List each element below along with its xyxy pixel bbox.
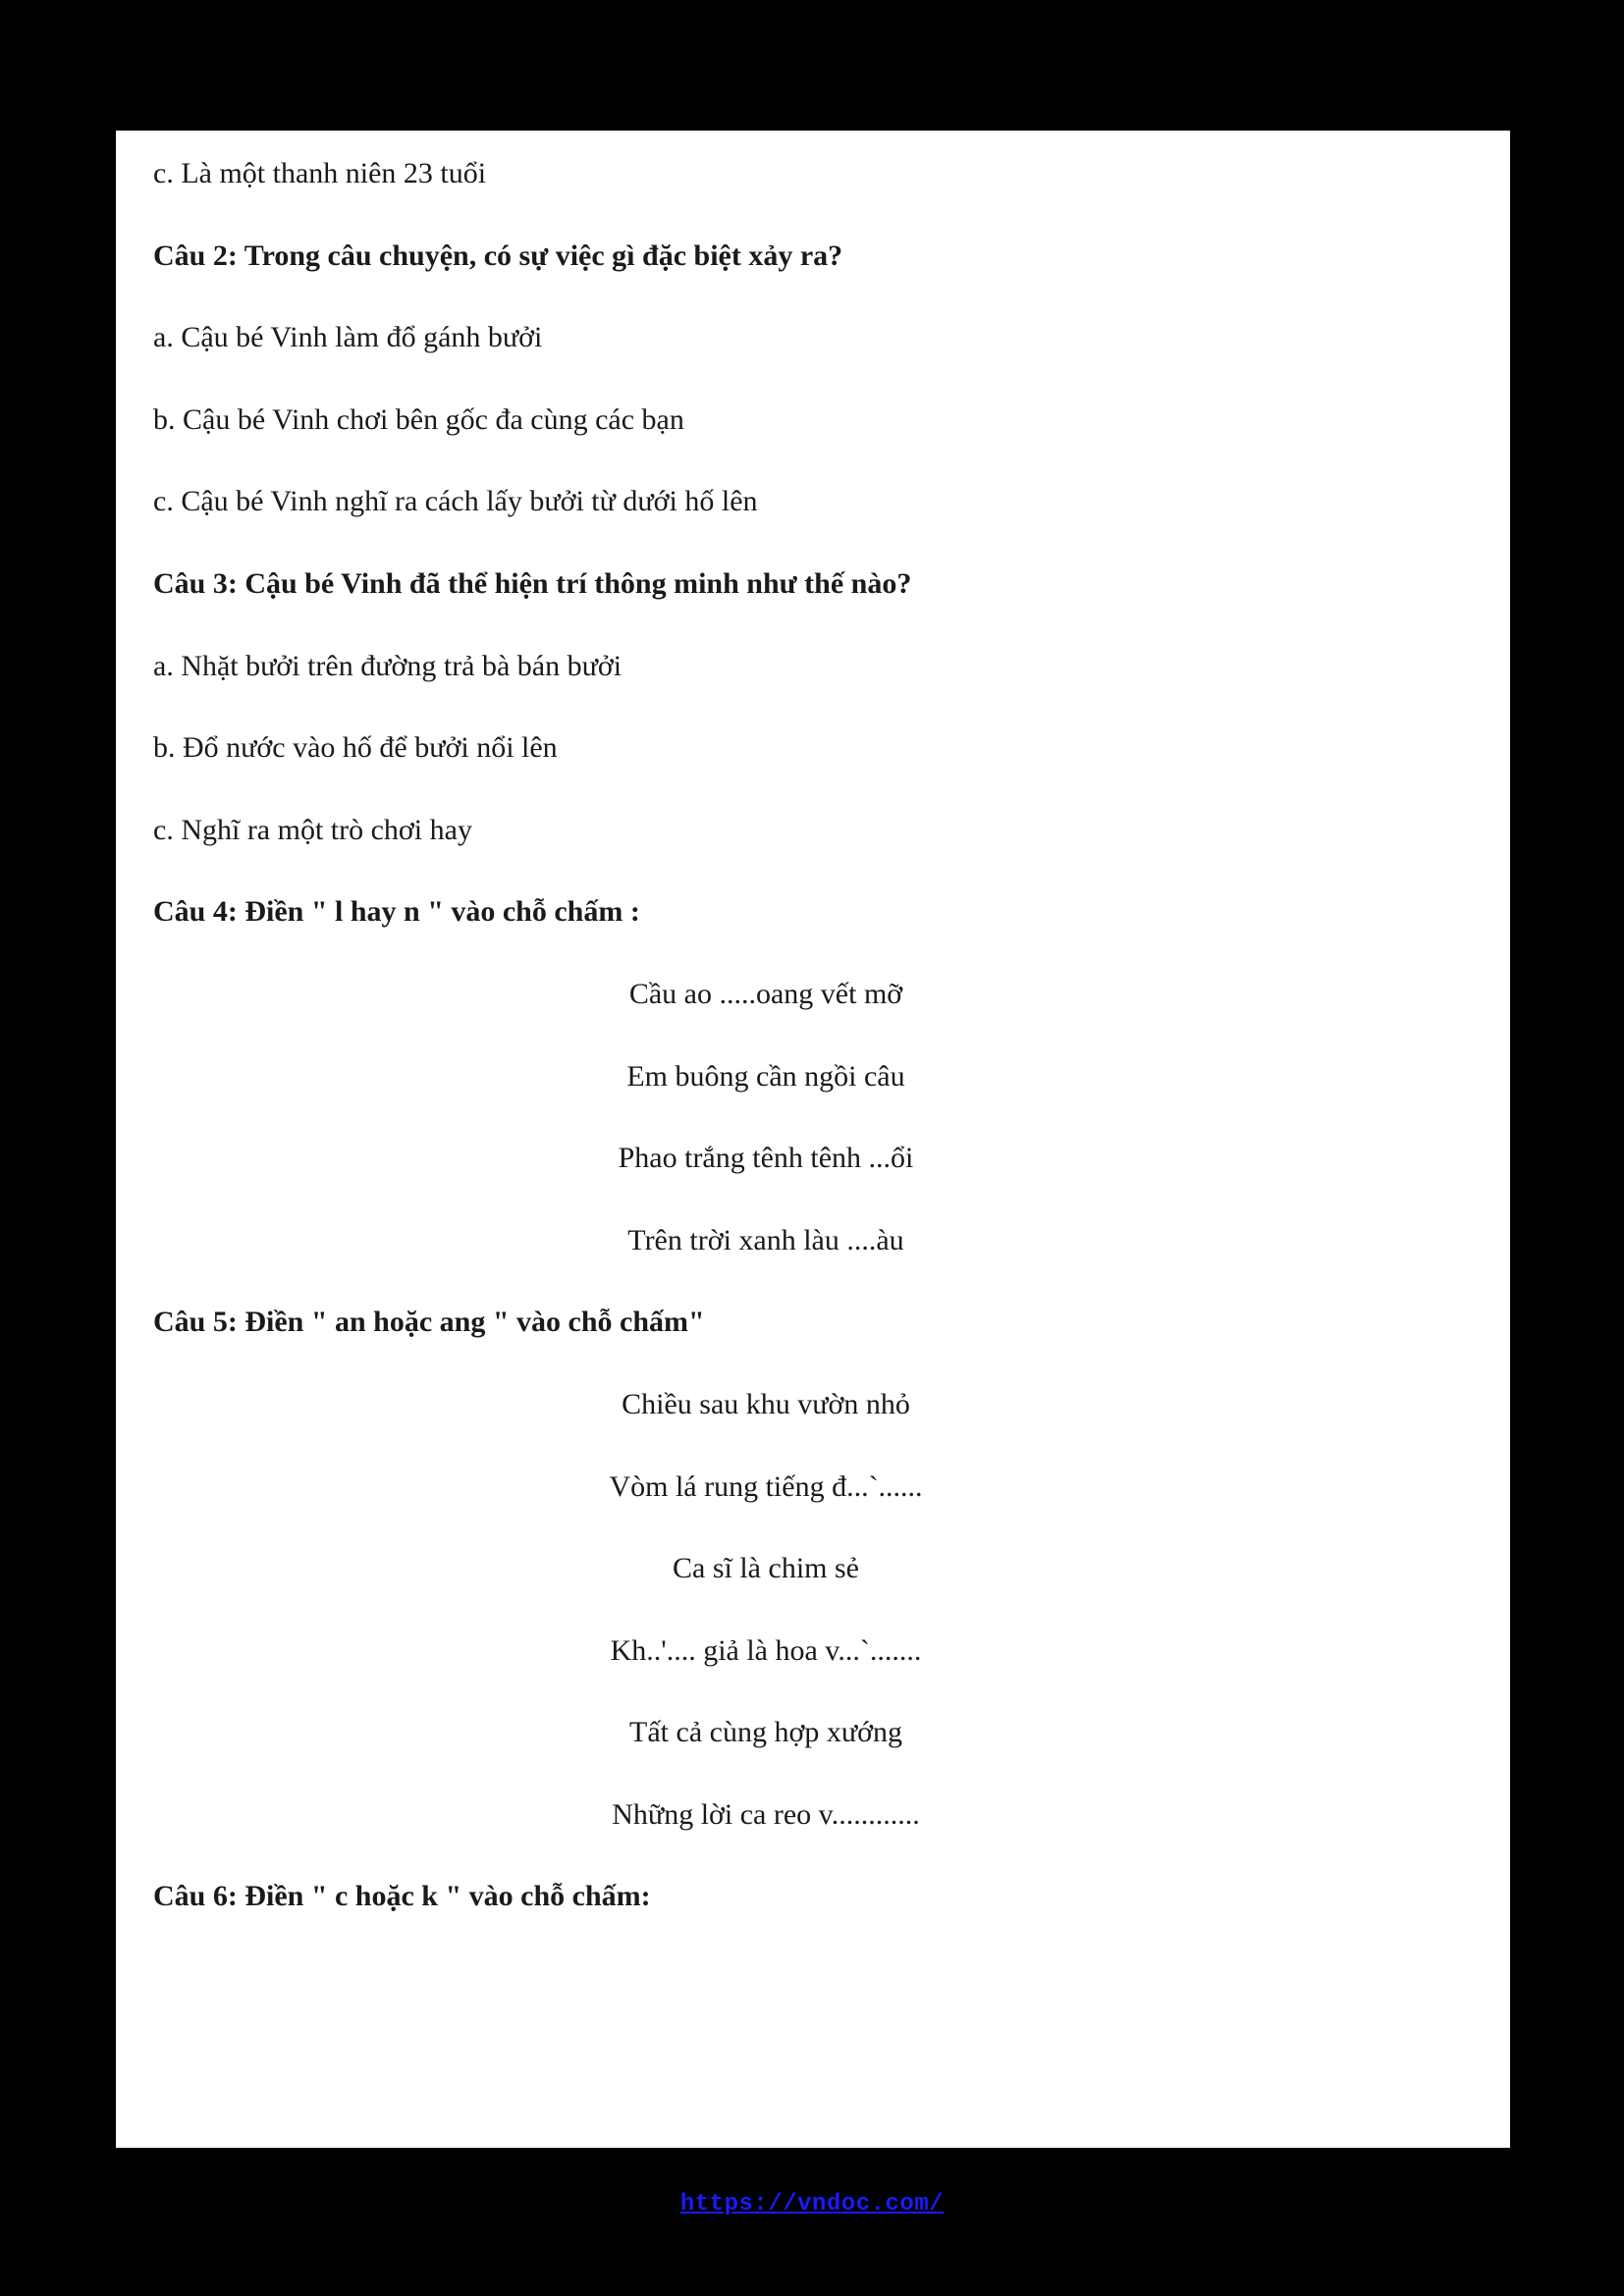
poem-line: Trên trời xanh làu ....àu (627, 1223, 904, 1256)
answer-line: c. Nghĩ ra một trò chơi hay (153, 813, 472, 846)
document-page (116, 131, 1510, 2148)
question-heading: Câu 3: Cậu bé Vinh đã thể hiện trí thông minh như thế nào? (153, 566, 912, 600)
answer-line: b. Cậu bé Vinh chơi bên gốc đa cùng các bạn (153, 402, 684, 436)
poem-line: Kh..'.... giả là hoa v...`....... (610, 1633, 922, 1667)
answer-line: a. Nhặt bưởi trên đường trả bà bán bưởi (153, 649, 623, 682)
poem-line: Những lời ca reo v............ (612, 1797, 920, 1831)
poem-line: Cầu ao .....oang vết mỡ (628, 977, 903, 1010)
source-link[interactable]: https://vndoc.com/ (679, 2191, 945, 2217)
answer-line: c. Cậu bé Vinh nghĩ ra cách lấy bưởi từ dưới hố lên (153, 485, 758, 518)
poem-line: Em buông cần ngồi câu (626, 1059, 905, 1093)
poem-line: Ca sĩ là chim sẻ (673, 1552, 859, 1585)
question-heading: Câu 4: Điền " l hay n " vào chỗ chấm : (153, 895, 640, 929)
answer-line: b. Đổ nước vào hố để bưởi nổi lên (153, 731, 558, 765)
poem-line: Vòm lá rung tiếng đ...`...... (609, 1469, 923, 1503)
poem-line: Tất cả cùng hợp xướng (629, 1716, 902, 1749)
document-content (116, 131, 1510, 1916)
footer (0, 2191, 1624, 2217)
question-heading: Câu 2: Trong câu chuyện, có sự việc gì đặc biệt xảy ra? (153, 239, 843, 272)
question-heading: Câu 5: Điền " an hoặc ang " vào chỗ chấm" (153, 1306, 705, 1339)
answer-line: a. Cậu bé Vinh làm đổ gánh bưởi (153, 321, 543, 354)
poem-line: Chiều sau khu vườn nhỏ (622, 1387, 910, 1420)
question-heading: Câu 6: Điền " c hoặc k " vào chỗ chấm: (153, 1880, 651, 1913)
answer-line: c. Là một thanh niên 23 tuổi (153, 157, 487, 189)
poem-line: Phao trắng tênh tênh ...ổi (618, 1142, 914, 1175)
